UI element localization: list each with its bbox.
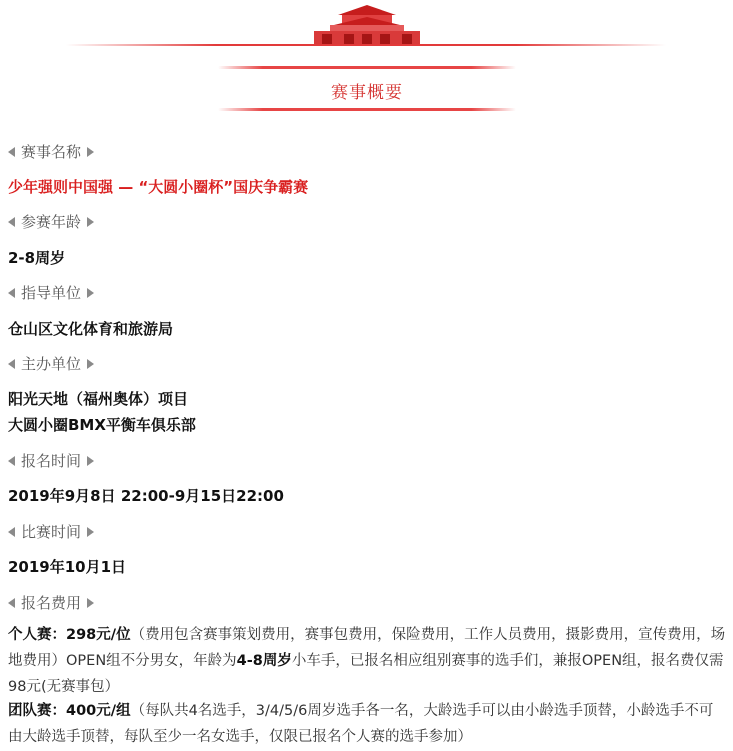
arrow-right-icon xyxy=(87,456,94,466)
label-age xyxy=(8,211,94,232)
arrow-right-icon xyxy=(87,147,94,157)
individual-fee-name: 个人赛：298元/位 xyxy=(8,627,131,643)
arrow-left-icon xyxy=(8,359,15,369)
team-fee-desc: （每队共4名选手，3/4/5/6周岁选手各一名，大龄选手可以由小龄选手顶替，小龄选手不可由大龄选手顶替，每队至少一名女选手，仅限已报名个人赛的选手参加） xyxy=(8,703,714,745)
section-title-block xyxy=(218,64,516,112)
label-match-time xyxy=(8,521,94,542)
individual-fee-desc-2: 小车手，已报名相应组别赛事的选手们，兼报OPEN组，报名费仅需98元(无赛事包） xyxy=(8,653,724,695)
arrow-left-icon xyxy=(8,456,15,466)
team-fee-text xyxy=(8,698,726,750)
arrow-right-icon xyxy=(87,359,94,369)
label-registration-fee xyxy=(8,592,94,613)
arrow-left-icon xyxy=(8,527,15,537)
arrow-left-icon xyxy=(8,147,15,157)
arrow-left-icon xyxy=(8,288,15,298)
match-time-value: 2019年10月1日 xyxy=(8,558,127,576)
label-text: 赛事名称 xyxy=(21,143,82,161)
title-rule-bottom xyxy=(218,108,516,111)
header-banner xyxy=(0,0,733,50)
label-text: 比赛时间 xyxy=(21,523,82,541)
event-name-value: 少年强则中国强 — “大圆小圈杯”国庆争霸赛 xyxy=(8,178,309,196)
label-organizer xyxy=(8,353,94,374)
individual-fee-desc-1: （费用包含赛事策划费用，赛事包费用，保险费用，工作人员费用，摄影费用，宣传费用，场地费用）OPEN组不分男女，年龄为 xyxy=(8,627,726,669)
organizer-value-1: 阳光天地（福州奥体）项目 xyxy=(8,390,189,408)
guidance-unit-value: 仓山区文化体育和旅游局 xyxy=(8,320,174,338)
label-registration-time xyxy=(8,450,94,471)
label-text: 报名时间 xyxy=(21,452,82,470)
age-value: 2-8周岁 xyxy=(8,249,66,267)
arrow-right-icon xyxy=(87,288,94,298)
individual-fee-age: 4-8周岁 xyxy=(236,653,292,669)
label-guidance-unit xyxy=(8,282,94,303)
registration-time-value: 2019年9月8日 22:00-9月15日22:00 xyxy=(8,487,284,505)
label-text: 主办单位 xyxy=(21,355,82,373)
arrow-right-icon xyxy=(87,527,94,537)
arrow-left-icon xyxy=(8,217,15,227)
tiananmen-gate-icon xyxy=(308,3,426,45)
label-event-name xyxy=(8,141,94,162)
title-rule-top xyxy=(218,66,516,69)
banner-divider xyxy=(66,44,666,46)
page-title: 赛事概要 xyxy=(331,83,403,103)
organizer-value-2: 大圆小圈BMX平衡车俱乐部 xyxy=(8,416,196,434)
team-fee-name: 团队赛：400元/组 xyxy=(8,703,131,719)
label-text: 报名费用 xyxy=(21,594,82,612)
arrow-right-icon xyxy=(87,217,94,227)
label-text: 参赛年龄 xyxy=(21,213,82,231)
arrow-left-icon xyxy=(8,598,15,608)
label-text: 指导单位 xyxy=(21,284,82,302)
individual-fee-text xyxy=(8,622,726,700)
arrow-right-icon xyxy=(87,598,94,608)
